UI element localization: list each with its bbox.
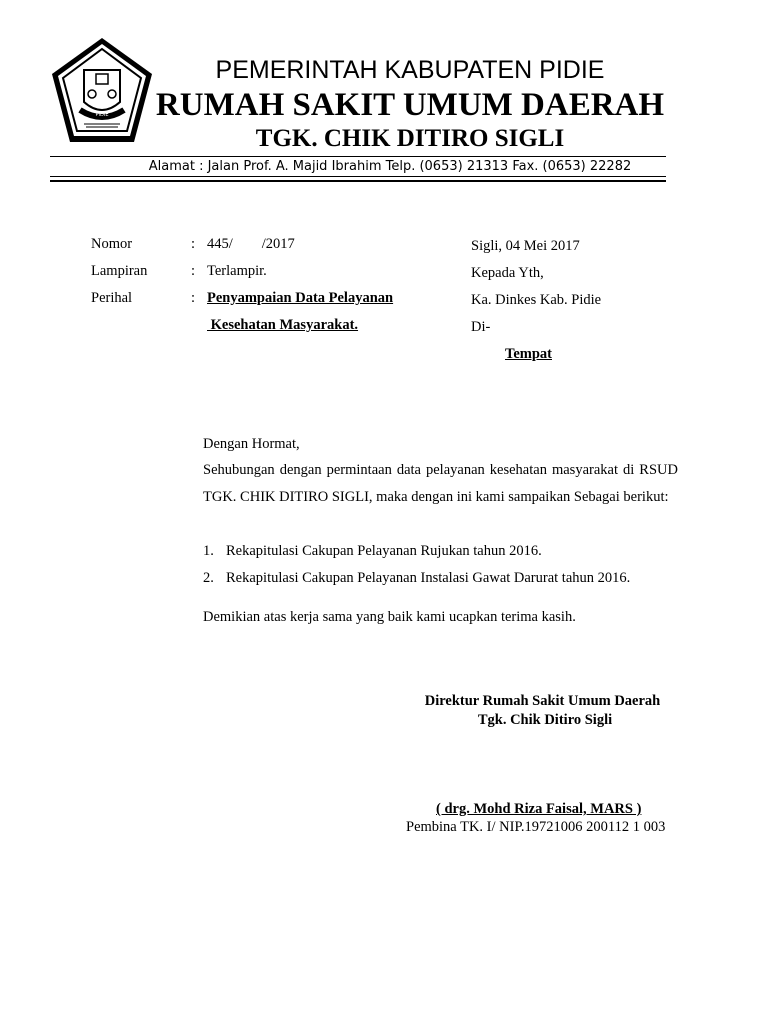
hospital-name: RUMAH SAKIT UMUM DAERAH (155, 87, 665, 123)
closing-text: Demikian atas kerja sama yang baik kami ucapkan terima kasih. (203, 609, 576, 625)
list-item-number: 1. (203, 543, 214, 559)
recipient-to: Kepada Yth, (471, 265, 544, 281)
recipient-di: Di- (471, 319, 491, 335)
signature-title-1: Direktur Rumah Sakit Umum Daerah (424, 693, 661, 709)
header-rule-bottom-thick (50, 180, 666, 182)
hospital-address: Alamat : Jalan Prof. A. Majid Ibrahim Telp. (0653) 21313 Fax. (0653) 22282 (148, 159, 632, 174)
meta-label-lampiran: Lampiran (91, 263, 148, 279)
header-rule-bottom-thin (50, 176, 666, 177)
meta-value-perihal: Penyampaian Data Pelayanan (207, 290, 394, 306)
meta-colon: : (191, 263, 196, 279)
meta-label-perihal: Perihal (91, 290, 133, 306)
list-item: Rekapitulasi Cakupan Pelayanan Instalasi Gawat Darurat tahun 2016. (226, 570, 631, 586)
meta-colon: : (191, 290, 196, 306)
signatory-rank: Pembina TK. I/ NIP.19721006 200112 1 003 (406, 819, 666, 835)
meta-label-nomor: Nomor (91, 236, 133, 252)
recipient-place: Tempat (505, 346, 552, 362)
letter-date: Sigli, 04 Mei 2017 (471, 238, 580, 254)
hospital-branch: TGK. CHIK DITIRO SIGLI (255, 125, 565, 152)
meta-colon: : (191, 236, 196, 252)
header-rule-top (50, 156, 666, 157)
signatory-name: ( drg. Mohd Riza Faisal, MARS ) (436, 801, 642, 817)
meta-value-perihal-cont: Kesehatan Masyarakat. (207, 317, 359, 333)
signature-title-2: Tgk. Chik Ditiro Sigli (477, 712, 613, 728)
list-item-number: 2. (203, 570, 214, 586)
government-name: PEMERINTAH KABUPATEN PIDIE (215, 56, 605, 84)
meta-value-nomor: 445/ /2017 (207, 236, 295, 252)
regency-logo (50, 36, 154, 146)
meta-value-lampiran: Terlampir. (207, 263, 267, 279)
greeting: Dengan Hormat, (203, 436, 300, 452)
body-paragraph: Sehubungan dengan permintaan data pelayanan kesehatan masyarakat di RSUD TGK. CHIK DITIRO SIGLI, maka dengan ini kami sampaikan Sebagai berikut: (203, 462, 678, 505)
list-item: Rekapitulasi Cakupan Pelayanan Rujukan tahun 2016. (226, 543, 542, 559)
recipient-name: Ka. Dinkes Kab. Pidie (471, 292, 602, 308)
logo-text: PIDIE (95, 112, 109, 118)
